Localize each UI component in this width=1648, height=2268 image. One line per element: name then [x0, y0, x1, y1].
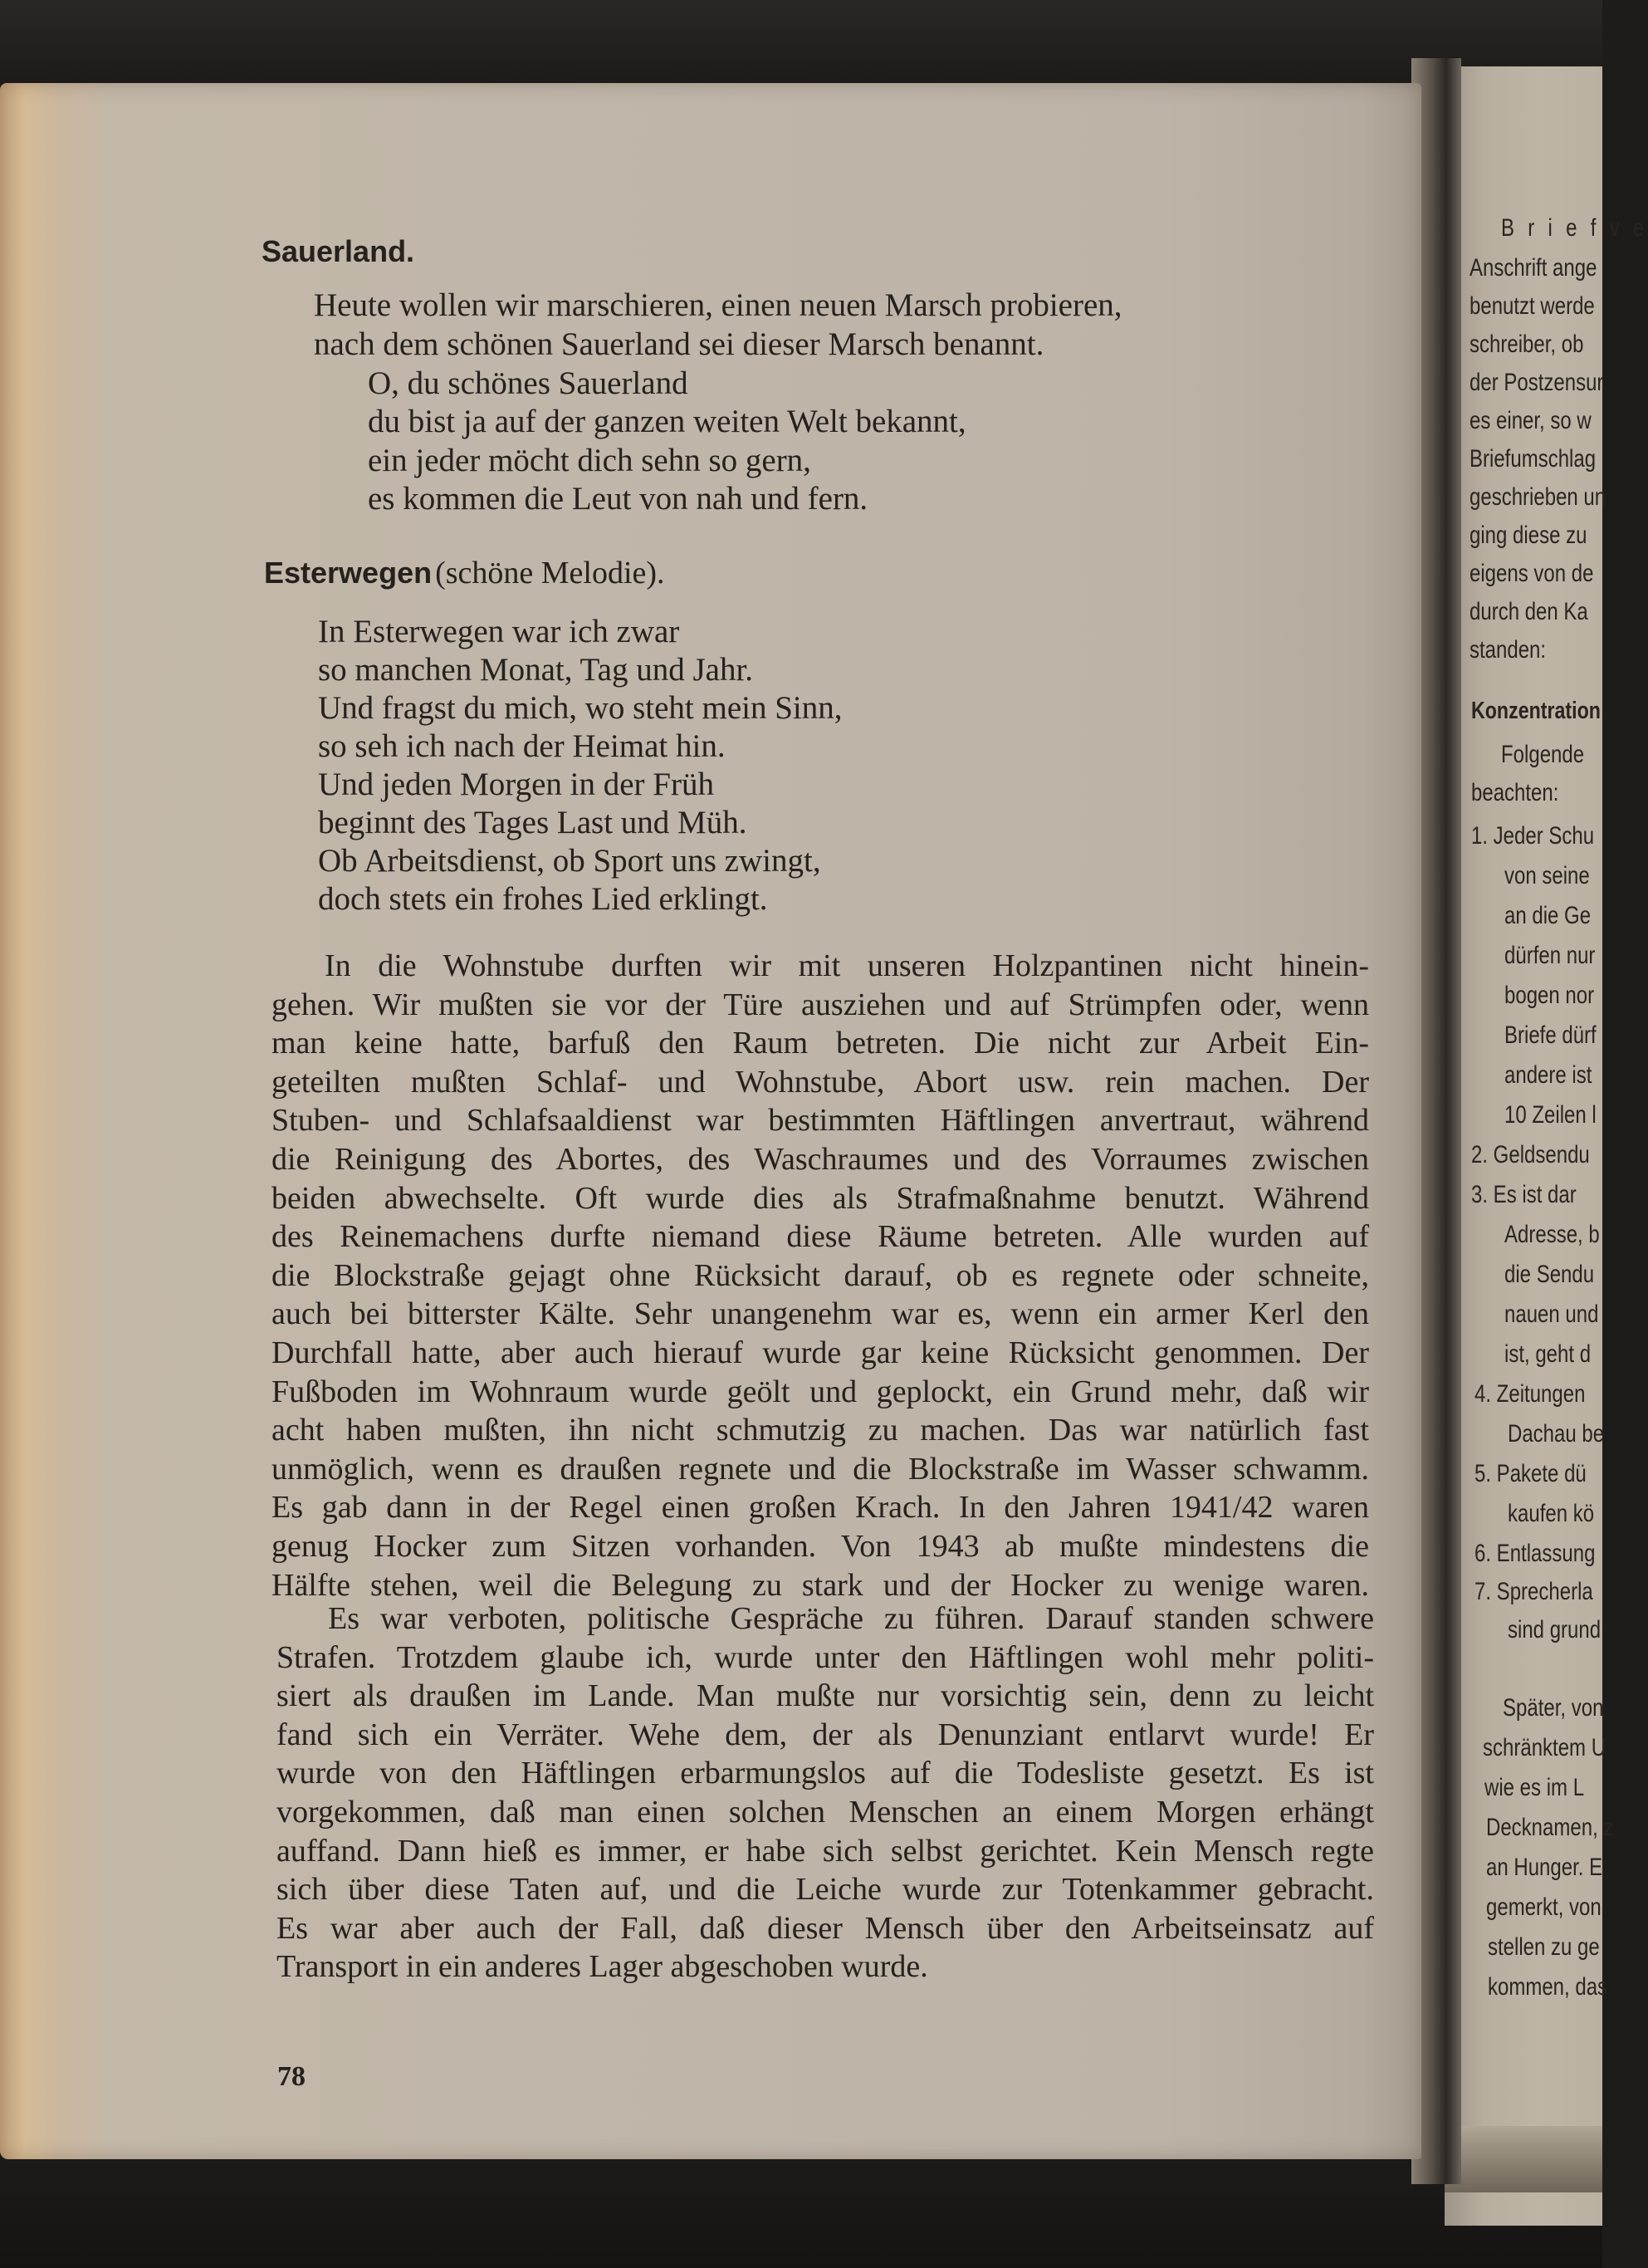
esterwegen-line-6: beginnt des Tages Last und Müh.	[318, 805, 747, 840]
right-line: benutzt werde	[1470, 292, 1595, 320]
esterwegen-line-4: so seh ich nach der Heimat hin.	[318, 728, 726, 764]
paragraph-2-line: sich über diese Taten auf, und die Leiche wurde zur Totenkammer gebracht.	[276, 1872, 1374, 1908]
right-line: Briefe dürf	[1504, 1021, 1597, 1049]
paragraph-1-line: auch bei bitterster Kälte. Sehr unangenehm war es, wenn ein armer Kerl den	[271, 1296, 1369, 1332]
esterwegen-subtitle: (schöne Melodie).	[435, 556, 665, 590]
right-line: beachten:	[1471, 779, 1559, 806]
right-line: eigens von de	[1470, 560, 1594, 587]
right-line: an die Ge	[1504, 902, 1592, 929]
right-line: schränktem U	[1483, 1734, 1606, 1761]
paragraph-1-line: In die Wohnstube durften wir mit unseren Holzpantinen nicht hinein-	[325, 948, 1369, 983]
esterwegen-line-2: so manchen Monat, Tag und Jahr.	[318, 652, 754, 688]
right-line: Später, von	[1503, 1694, 1604, 1722]
right-line: geschrieben un	[1470, 483, 1606, 511]
paragraph-2-line: wurde von den Häftlingen erbarmungslos auf die Todesliste gesetzt. Es ist	[276, 1756, 1374, 1791]
right-line: an Hunger. E	[1486, 1854, 1603, 1881]
esterwegen-line-1: In Esterwegen war ich zwar	[318, 614, 680, 649]
right-line: von seine	[1504, 862, 1590, 889]
right-line: schreiber, ob	[1470, 331, 1584, 358]
paragraph-1-line: beiden abwechselte. Oft wurde dies als Strafmaßnahme benutzt. Während	[271, 1180, 1369, 1216]
right-line: kommen, das	[1488, 1973, 1608, 2001]
right-line: ging diese zu	[1470, 522, 1587, 549]
esterwegen-line-5: Und jeden Morgen in der Früh	[318, 767, 714, 802]
sauerland-line-6: es kommen die Leut von nah und fern.	[368, 481, 868, 517]
right-line: 1. Jeder Schu	[1471, 822, 1595, 850]
paragraph-2-line: Es war verboten, politische Gespräche zu führen. Darauf standen schwere	[328, 1601, 1374, 1636]
esterwegen-line-8: doch stets ein frohes Lied erklingt.	[318, 881, 768, 917]
paragraph-1-line: geteilten mußten Schlaf- und Wohnstube, Abort usw. rein machen. Der	[271, 1064, 1369, 1100]
right-line: sind grund	[1508, 1616, 1602, 1643]
right-line: standen:	[1470, 636, 1547, 664]
paragraph-2	[276, 1599, 1374, 1986]
right-line: dürfen nur	[1504, 942, 1596, 969]
right-page-edge	[1445, 2126, 1602, 2192]
paragraph-1-line: die Reinigung des Abortes, des Waschraumes und des Vorraumes zwischen	[271, 1141, 1369, 1177]
right-line: nauen und	[1504, 1301, 1599, 1328]
right-line: stellen zu ge	[1488, 1933, 1600, 1961]
paragraph-2-line: siert als draußen im Lande. Man mußte nur vorsichtig sein, denn zu leicht	[276, 1678, 1374, 1714]
right-line: 7. Sprecherla	[1474, 1578, 1593, 1605]
right-line: 5. Pakete dü	[1474, 1460, 1587, 1487]
right-line: Anschrift ange	[1470, 254, 1597, 282]
paragraph-2-line: fand sich ein Verräter. Wehe dem, der als Denunziant entlarvt wurde! Er	[276, 1717, 1374, 1752]
right-line: 2. Geldsendu	[1471, 1141, 1590, 1168]
paragraph-1-line: genug Hocker zum Sitzen vorhanden. Von 1943 ab mußte mindestens die	[271, 1528, 1369, 1564]
right-line: Decknamen, z	[1486, 1814, 1614, 1841]
right-line: B r i e f v e	[1501, 214, 1648, 242]
right-line: wie es im L	[1484, 1774, 1585, 1801]
paragraph-1	[271, 947, 1369, 1604]
right-heading: Konzentration	[1471, 698, 1601, 724]
paragraph-1-line: Es gab dann in der Regel einen großen Krach. In den Jahren 1941/42 waren	[271, 1490, 1369, 1526]
paragraph-1-line: Hälfte stehen, weil die Belegung zu stark und der Hocker zu wenige waren.	[271, 1567, 1369, 1603]
right-line: 10 Zeilen l	[1504, 1101, 1597, 1129]
right-line: Dachau be	[1508, 1420, 1605, 1448]
right-line: Adresse, b	[1504, 1221, 1600, 1248]
sauerland-line-2: nach dem schönen Sauerland sei dieser Marsch benannt.	[314, 326, 1044, 362]
right-line: 4. Zeitungen	[1474, 1380, 1586, 1408]
paragraph-1-line: Fußboden im Wohnraum wurde geölt und geplockt, ein Grund mehr, daß wir	[271, 1374, 1369, 1409]
paragraph-1-line: die Blockstraße gejagt ohne Rücksicht darauf, ob es regnete oder schneite,	[271, 1257, 1369, 1293]
esterwegen-line-7: Ob Arbeitsdienst, ob Sport uns zwingt,	[318, 843, 821, 879]
sauerland-line-5: ein jeder möcht dich sehn so gern,	[368, 443, 811, 478]
page-number: 78	[277, 2061, 306, 2092]
sauerland-line-1: Heute wollen wir marschieren, einen neuen Marsch probieren,	[314, 287, 1122, 323]
paragraph-2-line: vorgekommen, daß man einen solchen Menschen an einem Morgen erhängt	[276, 1794, 1374, 1830]
right-line: 6. Entlassung	[1474, 1540, 1596, 1567]
right-line: die Sendu	[1504, 1261, 1595, 1288]
esterwegen-heading-line	[264, 555, 665, 591]
paragraph-1-line: unmöglich, wenn es draußen regnete und die Blockstraße im Wasser schwamm.	[271, 1451, 1369, 1487]
sauerland-heading: Sauerland.	[262, 234, 415, 268]
paragraph-1-line: gehen. Wir mußten sie vor der Türe ausziehen und auf Strümpfen oder, wenn	[271, 987, 1369, 1022]
right-line: ist, geht d	[1504, 1340, 1592, 1368]
right-line: der Postzensur	[1470, 369, 1604, 396]
paragraph-1-line: des Reinemachens durfte niemand diese Räume betreten. Alle wurden auf	[271, 1219, 1369, 1255]
paragraph-1-line: Durchfall hatte, aber auch hierauf wurde gar keine Rücksicht genommen. Der	[271, 1335, 1369, 1370]
right-line: Briefumschlag	[1470, 445, 1597, 473]
right-line: bogen nor	[1504, 982, 1595, 1009]
right-line: gemerkt, von	[1486, 1893, 1602, 1921]
right-line: 3. Es ist dar	[1471, 1181, 1577, 1208]
sauerland-line-4: du bist ja auf der ganzen weiten Welt bekannt,	[368, 404, 966, 439]
right-line: Folgende	[1501, 741, 1585, 768]
esterwegen-line-3: Und fragst du mich, wo steht mein Sinn,	[318, 690, 843, 726]
esterwegen-heading: Esterwegen	[264, 556, 433, 590]
paragraph-2-line: auffand. Dann hieß es immer, er habe sich selbst gerichtet. Kein Mensch regte	[276, 1833, 1374, 1869]
paragraph-1-line: Stuben- und Schlafsaaldienst war bestimmten Häftlingen anvertraut, während	[271, 1103, 1369, 1139]
paragraph-1-line: man keine hatte, barfuß den Raum betreten. Die nicht zur Arbeit Ein-	[271, 1026, 1369, 1061]
sauerland-line-3: O, du schönes Sauerland	[368, 365, 688, 401]
paragraph-2-line: Transport in ein anderes Lager abgeschoben wurde.	[276, 1949, 928, 1985]
right-line: es einer, so w	[1470, 407, 1592, 434]
right-line: andere ist	[1504, 1061, 1592, 1089]
paragraph-1-line: acht haben mußten, ihn nicht schmutzig zu machen. Das war natürlich fast	[271, 1413, 1369, 1448]
right-line: kaufen kö	[1508, 1500, 1595, 1527]
paragraph-2-line: Es war aber auch der Fall, daß dieser Mensch über den Arbeitseinsatz auf	[276, 1910, 1374, 1946]
right-line: durch den Ka	[1470, 598, 1588, 625]
paragraph-2-line: Strafen. Trotzdem glaube ich, wurde unter den Häftlingen wohl mehr politi-	[276, 1639, 1374, 1675]
